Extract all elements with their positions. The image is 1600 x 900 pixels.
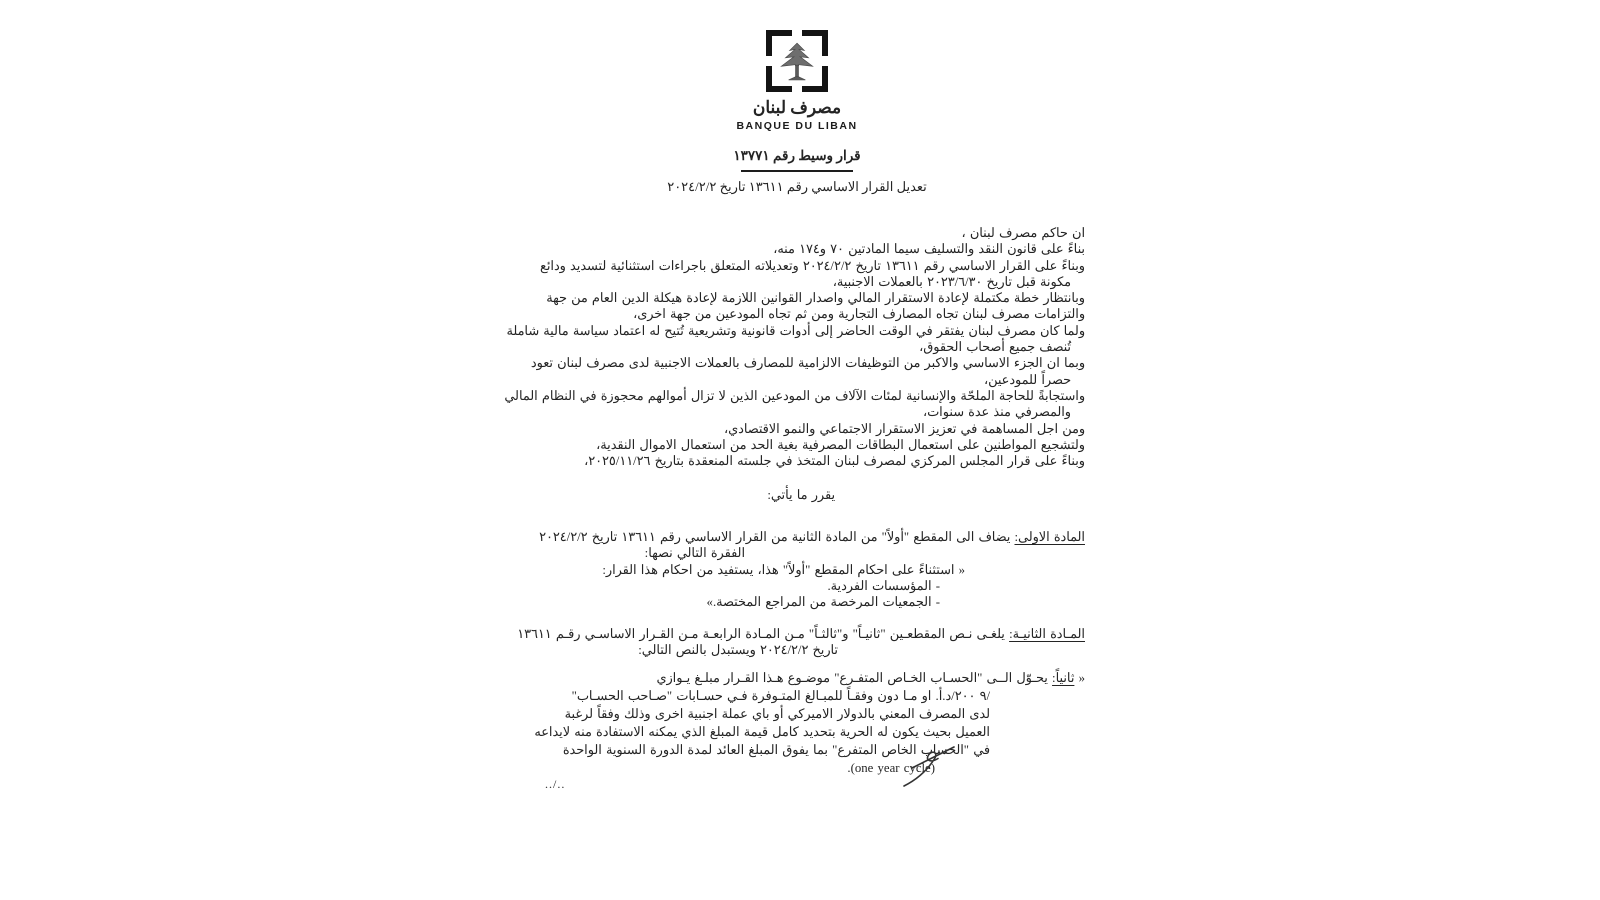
preamble-line: ومن اجل المساهمة في تعزيز الاستقرار الاجتماعي والنمو الاقتصادي،	[723, 421, 1085, 436]
article-two	[517, 626, 1085, 659]
preamble-line: واستجابةً للحاجة الملحّة والإنسانية لمئات الآلاف من المودعين الذين لا تزال أموالهم محجوزة في النظام المالي	[504, 388, 1085, 403]
amended-line: /٩ ٢٠٠/د.أ. او مـا دون وفقـاً للمبـالغ المتـوفرة فـي حسـابات "صـاحب الحسـاب"	[571, 689, 990, 703]
preamble-line: ان حاكم مصرف لبنان ،	[961, 226, 1085, 240]
preamble-line: وبناءً على القرار الاساسي رقم ١٣٦١١ تاريخ ٢٠٢٤/٢/٢ وتعديلاته المتعلق باجراءات استثنائية لتسديد ودائع	[540, 258, 1085, 273]
amended-line: في "الحساب الخاص المتفرع" بما يفوق المبلغ العائد لمدة الدورة السنوية الواحدة	[562, 743, 990, 757]
amended-text-block	[534, 669, 1085, 777]
preamble-line: وبانتظار خطة مكتملة لإعادة الاستقرار المالي واصدار القوانين اللازمة لإعادة هيكلة الدين العام من جهة	[546, 291, 1085, 306]
decision-title: قرار وسيط رقم ١٣٧٧١	[733, 148, 861, 163]
preamble	[504, 225, 1085, 469]
preamble-line: بناءً على قانون النقد والتسليف سيما المادتين ٧٠ و١٧٤ منه،	[773, 242, 1085, 257]
article-two-line1	[517, 626, 1085, 642]
signature-mark	[900, 744, 958, 792]
bdl-logo	[766, 30, 828, 92]
amended-line: العميل بحيث يكون له الحرية بتحديد كامل قيمة المبلغ الذي يمكنه الاستفادة منه لايداعه	[534, 725, 990, 739]
document-body	[504, 0, 1105, 900]
article-two-text: يلغـى نـص المقطعـين "ثانيـاً" و"ثالثـاً" مـن المـادة الرابعـة مـن القـرار الاساسـي رقـم ١٣٦١١	[517, 627, 1005, 641]
preamble-line: تُنصف جميع أصحاب الحقوق،	[919, 340, 1071, 355]
article-one-bullet: - الجمعيات المرخصة من المراجع المختصة.»	[706, 595, 940, 610]
article-one	[539, 529, 1085, 610]
preamble-line: والتزامات مصرف لبنان تجاه المصارف التجارية ومن ثم تجاه المودعين من جهة اخرى،	[633, 307, 1085, 322]
bank-name-french: BANQUE DU LIBAN	[736, 120, 858, 132]
title-underline-rule	[741, 170, 853, 172]
bank-name-arabic: مصرف لبنان	[752, 98, 842, 117]
preamble-line: مكونة قبل تاريخ ٢٠٢٣/٦/٣٠ بالعملات الاجنبية،	[832, 274, 1071, 289]
preamble-line: وبناءً على قرار المجلس المركزي لمصرف لبنان المتخذ في جلسته المنعقدة بتاريخ ٢٠٢٥/١١/٢٦،	[584, 454, 1085, 469]
open-guillemet: «	[1078, 671, 1085, 685]
article-two-label: المـادة الثانيـة:	[1009, 627, 1085, 641]
preamble-line: والمصرفي منذ عدة سنوات،	[923, 405, 1071, 420]
article-one-line2: الفقرة التالي نصها:	[644, 546, 745, 561]
page-continuation-mark: ../..	[545, 777, 566, 791]
article-two-line2: تاريخ ٢٠٢٤/٢/٢ ويستبدل بالنص التالي:	[638, 643, 838, 658]
preamble-line: حصراً للمودعين،	[983, 372, 1071, 387]
amended-label: ثانياً:	[1052, 671, 1075, 685]
article-one-label: المادة الاولى:	[1014, 530, 1085, 544]
decision-subtitle: تعديل القرار الاساسي رقم ١٣٦١١ تاريخ ٢٠٢٤/٢/٢	[667, 179, 927, 194]
article-one-bullet: - المؤسسات الفردية.	[827, 578, 940, 593]
letterhead	[517, 0, 1077, 195]
article-one-line1	[539, 529, 1085, 545]
cedar-tree-icon	[776, 40, 818, 82]
operative-clause: يقرر ما يأتي:	[767, 488, 835, 502]
article-one-quote-intro: « استثناءً على احكام المقطع "أولاً" هذا، يستفيد من احكام هذا القرار:	[602, 562, 965, 577]
preamble-line: وبما ان الجزء الاساسي والاكبر من التوظيفات الالزامية للمصارف بالعملات الاجنبية لدى مصرف لبنان تعود	[530, 356, 1085, 371]
amended-line: لدى المصرف المعني بالدولار الاميركي أو باي عملة اجنبية اخرى وذلك وفقاً لرغبة	[564, 707, 990, 721]
operative-clause-wrap	[600, 487, 1085, 503]
article-one-text: يضاف الى المقطع "أولاً" من المادة الثانية من القرار الاساسي رقم ١٣٦١١ تاريخ ٢٠٢٤/٢/٢	[539, 530, 1011, 544]
amended-line1	[600, 669, 1085, 687]
preamble-line: ولتشجيع المواطنين على استعمال البطاقات المصرفية بغية الحد من استعمال الاموال النقدية،	[596, 437, 1085, 452]
amended-intro: يحـوّل الــى "الحسـاب الخـاص المتفـرع" موضـوع هـذا القـرار مبلـغ يـوازي	[656, 671, 1048, 685]
preamble-line: ولما كان مصرف لبنان يفتقر في الوقت الحاضر إلى أدوات قانونية وتشريعية تُتيح له اعتماد سياسة مالية شاملة	[506, 323, 1085, 338]
amended-line-latin: (one year cycle).	[847, 761, 935, 775]
